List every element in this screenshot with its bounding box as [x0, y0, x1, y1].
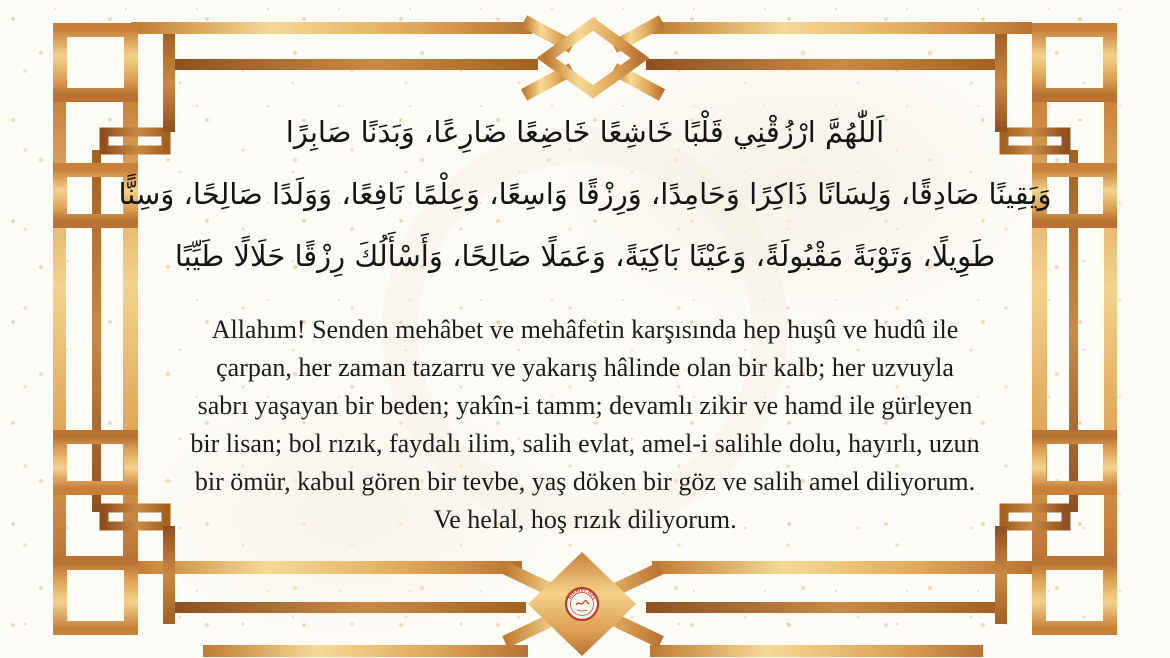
turkish-line: Allahım! Senden mehâbet ve mehâfetin karşısında hep huşû ve hudû ile [211, 315, 959, 344]
turkish-line: Ve helal, hoş rızık diliyorum. [433, 505, 737, 534]
turkish-line: bir ömür, kabul gören bir tevbe, yaş döken bir göz ve salih amel diliyorum. [194, 467, 976, 496]
publisher-stamp [566, 588, 598, 620]
arabic-line: اَللّٰهُمَّ ارْزُقْنِي قَلْبًا خَاشِعًا خَاضِعًا ضَارِعًا، وَبَدَنًا صَابِرًا [285, 115, 885, 149]
stamp-site-text: hikmet.net [567, 587, 597, 601]
top-center-motif [524, 21, 662, 95]
turkish-line: bir lisan; bol rızık, faydalı ilim, salih evlat, amel-i salihle dolu, hayırlı, uzun [190, 429, 980, 458]
arabic-line: وَيَقِينًا صَادِقًا، وَلِسَانًا ذَاكِرًا وَحَامِدًا، وَرِزْقًا وَاسِعًا، وَعِلْمًا نَافِعًا، وَوَلَدًا صَالِحًا، وَسِنًّا [118, 177, 1052, 211]
turkish-line: çarpan, her zaman tazarru ve yakarış hâlinde olan bir kalb; her uzvuyla [216, 353, 954, 382]
turkish-line: sabrı yaşayan bir beden; yakîn-i tamm; devamlı zikir ve hamd ile gürleyen [197, 391, 973, 420]
arabic-line: طَوِيلًا، وَتَوْبَةً مَقْبُولَةً، وَعَيْنًا بَاكِيَةً، وَعَمَلًا صَالِحًا، وَأَسْأَلُكَ رِزْقًا حَلَالًا طَيِّبًا [174, 239, 996, 273]
arabic-prayer-block [75, 101, 1095, 287]
turkish-translation-block [110, 311, 1060, 539]
